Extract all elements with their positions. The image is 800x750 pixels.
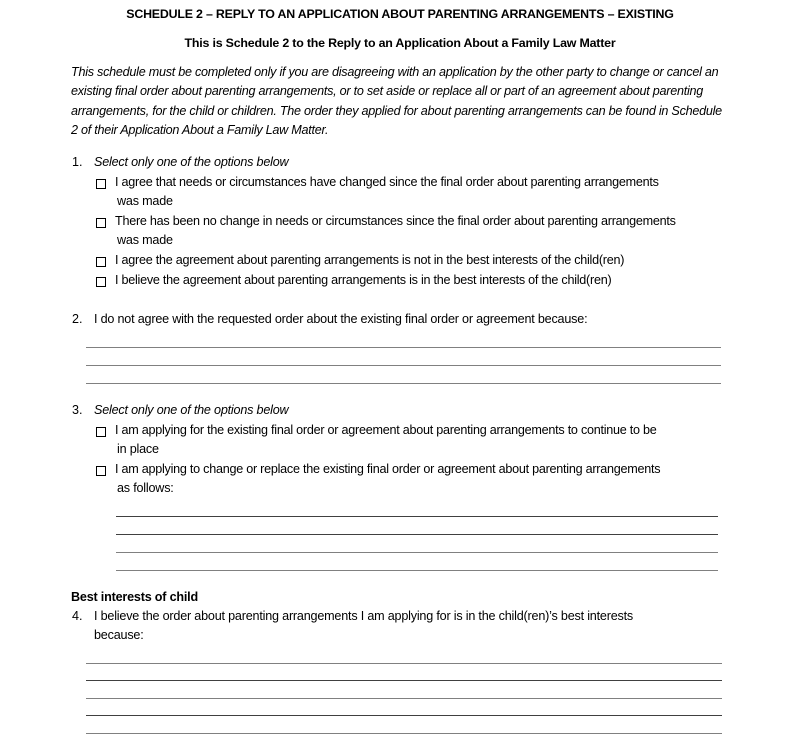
question-number: 1.	[72, 155, 83, 169]
answer-line-q3-2[interactable]	[116, 534, 718, 535]
option-label-continued: as follows:	[117, 481, 174, 495]
option-label: I am applying to change or replace the existing final order or agreement about parenting arrangements	[115, 462, 661, 476]
intro-instructions: This schedule must be completed only if you are disagreeing with an application by the other party to change or cancel an existing final order about parenting arrangements, or to set aside or replace all or part of an agreement about parenting arrangements, for the child or children. The order they applied for about parenting arrangements can be found in Schedule 2 of their Application About a Family Law Matter.	[71, 65, 722, 137]
option-label-continued: in place	[117, 442, 159, 456]
checkbox-q3-option-1[interactable]	[96, 427, 106, 437]
answer-line-q3-4[interactable]	[116, 570, 718, 571]
answer-line-q4-2[interactable]	[86, 680, 722, 681]
answer-line-q2-3[interactable]	[86, 383, 721, 384]
answer-line-q4-5[interactable]	[86, 733, 722, 734]
option-label-continued: was made	[117, 194, 173, 208]
answer-line-q2-1[interactable]	[86, 347, 721, 348]
question-prompt-continued: because:	[94, 628, 144, 642]
checkbox-q3-option-2[interactable]	[96, 466, 106, 476]
section-heading-best-interests: Best interests of child	[71, 590, 198, 604]
option-label: I believe the agreement about parenting arrangements is in the best interests of the child(ren)	[115, 273, 612, 287]
checkbox-q1-option-2[interactable]	[96, 218, 106, 228]
question-prompt: I do not agree with the requested order about the existing final order or agreement because:	[94, 312, 588, 326]
question-prompt: Select only one of the options below	[94, 403, 289, 417]
question-number: 4.	[72, 609, 83, 623]
option-label-continued: was made	[117, 233, 173, 247]
checkbox-q1-option-1[interactable]	[96, 179, 106, 189]
schedule-subtitle: This is Schedule 2 to the Reply to an Application About a Family Law Matter	[184, 36, 616, 50]
answer-line-q2-2[interactable]	[86, 365, 721, 366]
checkbox-q1-option-4[interactable]	[96, 277, 106, 287]
answer-line-q4-3[interactable]	[86, 698, 722, 699]
answer-line-q4-4[interactable]	[86, 715, 722, 716]
answer-line-q3-3[interactable]	[116, 552, 718, 553]
answer-line-q4-1[interactable]	[86, 663, 722, 664]
option-label: I agree that needs or circumstances have changed since the final order about parenting arrangements	[115, 175, 659, 189]
schedule-title: SCHEDULE 2 – REPLY TO AN APPLICATION ABOUT PARENTING ARRANGEMENTS – EXISTING	[126, 7, 674, 21]
option-label: I am applying for the existing final order or agreement about parenting arrangements to continue to be	[115, 423, 657, 437]
question-number: 3.	[72, 403, 83, 417]
option-label: There has been no change in needs or circumstances since the final order about parenting arrangements	[115, 214, 676, 228]
question-prompt: I believe the order about parenting arrangements I am applying for is in the child(ren)’s best interests	[94, 609, 633, 623]
option-label: I agree the agreement about parenting arrangements is not in the best interests of the child(ren)	[115, 253, 625, 267]
question-number: 2.	[72, 312, 83, 326]
question-prompt: Select only one of the options below	[94, 155, 289, 169]
answer-line-q3-1[interactable]	[116, 516, 718, 517]
checkbox-q1-option-3[interactable]	[96, 257, 106, 267]
